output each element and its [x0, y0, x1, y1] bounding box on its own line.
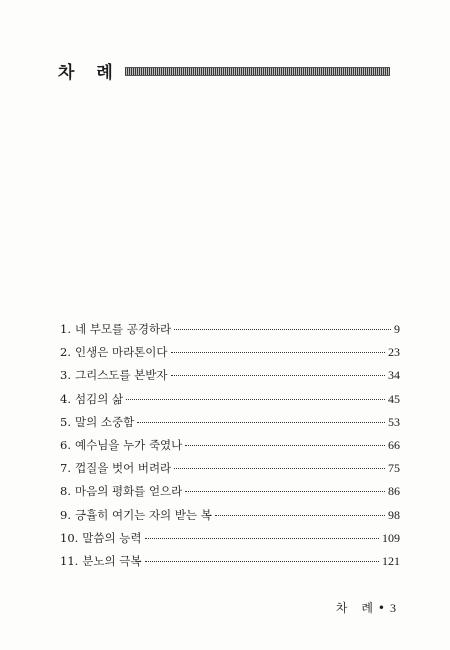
- toc-entry-page: 75: [388, 461, 400, 476]
- toc-entry-title: 껍질을 벗어 버려라: [74, 461, 172, 476]
- toc-entry-title: 긍휼히 여기는 자의 받는 복: [74, 507, 212, 522]
- toc-entry-7[interactable]: [60, 460, 400, 483]
- dot-leader: [185, 491, 385, 492]
- toc-entry-page: 53: [388, 414, 400, 429]
- toc-entry-title: 마음의 평화를 얻으라: [74, 484, 183, 499]
- toc-entry-number: 8.: [60, 484, 71, 499]
- toc-entry-number: 9.: [60, 507, 71, 522]
- dot-leader: [171, 352, 385, 353]
- running-footer-label: 차 례: [335, 601, 378, 615]
- toc-entry-number: 7.: [60, 461, 71, 476]
- toc-entry-2[interactable]: [60, 344, 400, 367]
- toc-entry-5[interactable]: [60, 414, 400, 437]
- toc-entry-page: 121: [382, 553, 400, 568]
- toc-entry-number: 2.: [60, 345, 71, 360]
- toc-entry-number: 1.: [60, 322, 71, 336]
- dot-leader: [145, 538, 380, 539]
- toc-entry-page: 109: [382, 530, 400, 545]
- toc-entry-6[interactable]: [60, 437, 400, 460]
- toc-entry-page: 86: [388, 484, 400, 499]
- toc-entry-10[interactable]: [60, 530, 400, 553]
- table-of-contents: [60, 321, 400, 576]
- toc-entry-title: 분노의 극복: [82, 553, 142, 568]
- toc-entry-title: 말씀의 능력: [82, 530, 142, 545]
- toc-entry-title: 인생은 마라톤이다: [74, 345, 168, 360]
- header-rule: [125, 67, 390, 76]
- toc-entry-page: 9: [394, 322, 400, 336]
- page-footer: [336, 599, 396, 616]
- page-title: 차 례: [58, 62, 121, 83]
- toc-header: [58, 58, 390, 82]
- page-number: 3: [390, 601, 396, 615]
- toc-entry-8[interactable]: [60, 483, 400, 506]
- dot-leader: [145, 561, 380, 562]
- toc-entry-page: 98: [388, 507, 400, 522]
- footer-bullet-separator: •: [377, 601, 385, 615]
- dot-leader: [171, 375, 385, 376]
- dot-leader: [126, 399, 385, 400]
- dot-leader: [215, 515, 385, 516]
- toc-entry-title: 그리스도를 본받자: [74, 368, 168, 383]
- toc-entry-page: 23: [388, 345, 400, 360]
- toc-entry-9[interactable]: [60, 507, 400, 530]
- toc-entry-number: 3.: [60, 368, 71, 383]
- toc-entry-title: 말의 소중함: [74, 414, 135, 429]
- toc-entry-1[interactable]: [60, 321, 400, 344]
- dot-leader: [174, 329, 391, 330]
- toc-entry-title: 네 부모를 공경하라: [74, 322, 172, 336]
- toc-entry-number: 11.: [60, 553, 79, 568]
- toc-entry-page: 66: [388, 437, 400, 452]
- toc-entry-number: 6.: [60, 437, 71, 452]
- toc-entry-11[interactable]: [60, 553, 400, 576]
- dot-leader: [174, 468, 385, 469]
- toc-entry-number: 10.: [60, 530, 79, 545]
- toc-entry-page: 34: [388, 368, 400, 383]
- toc-entry-3[interactable]: [60, 367, 400, 390]
- toc-entry-number: 5.: [60, 414, 71, 429]
- toc-entry-title: 섬김의 삶: [74, 391, 124, 406]
- dot-leader: [137, 422, 385, 423]
- toc-entry-4[interactable]: [60, 391, 400, 414]
- dot-leader: [185, 445, 385, 446]
- toc-entry-title: 예수님을 누가 죽였나: [74, 437, 183, 452]
- toc-entry-page: 45: [388, 391, 400, 406]
- toc-entry-number: 4.: [60, 391, 71, 406]
